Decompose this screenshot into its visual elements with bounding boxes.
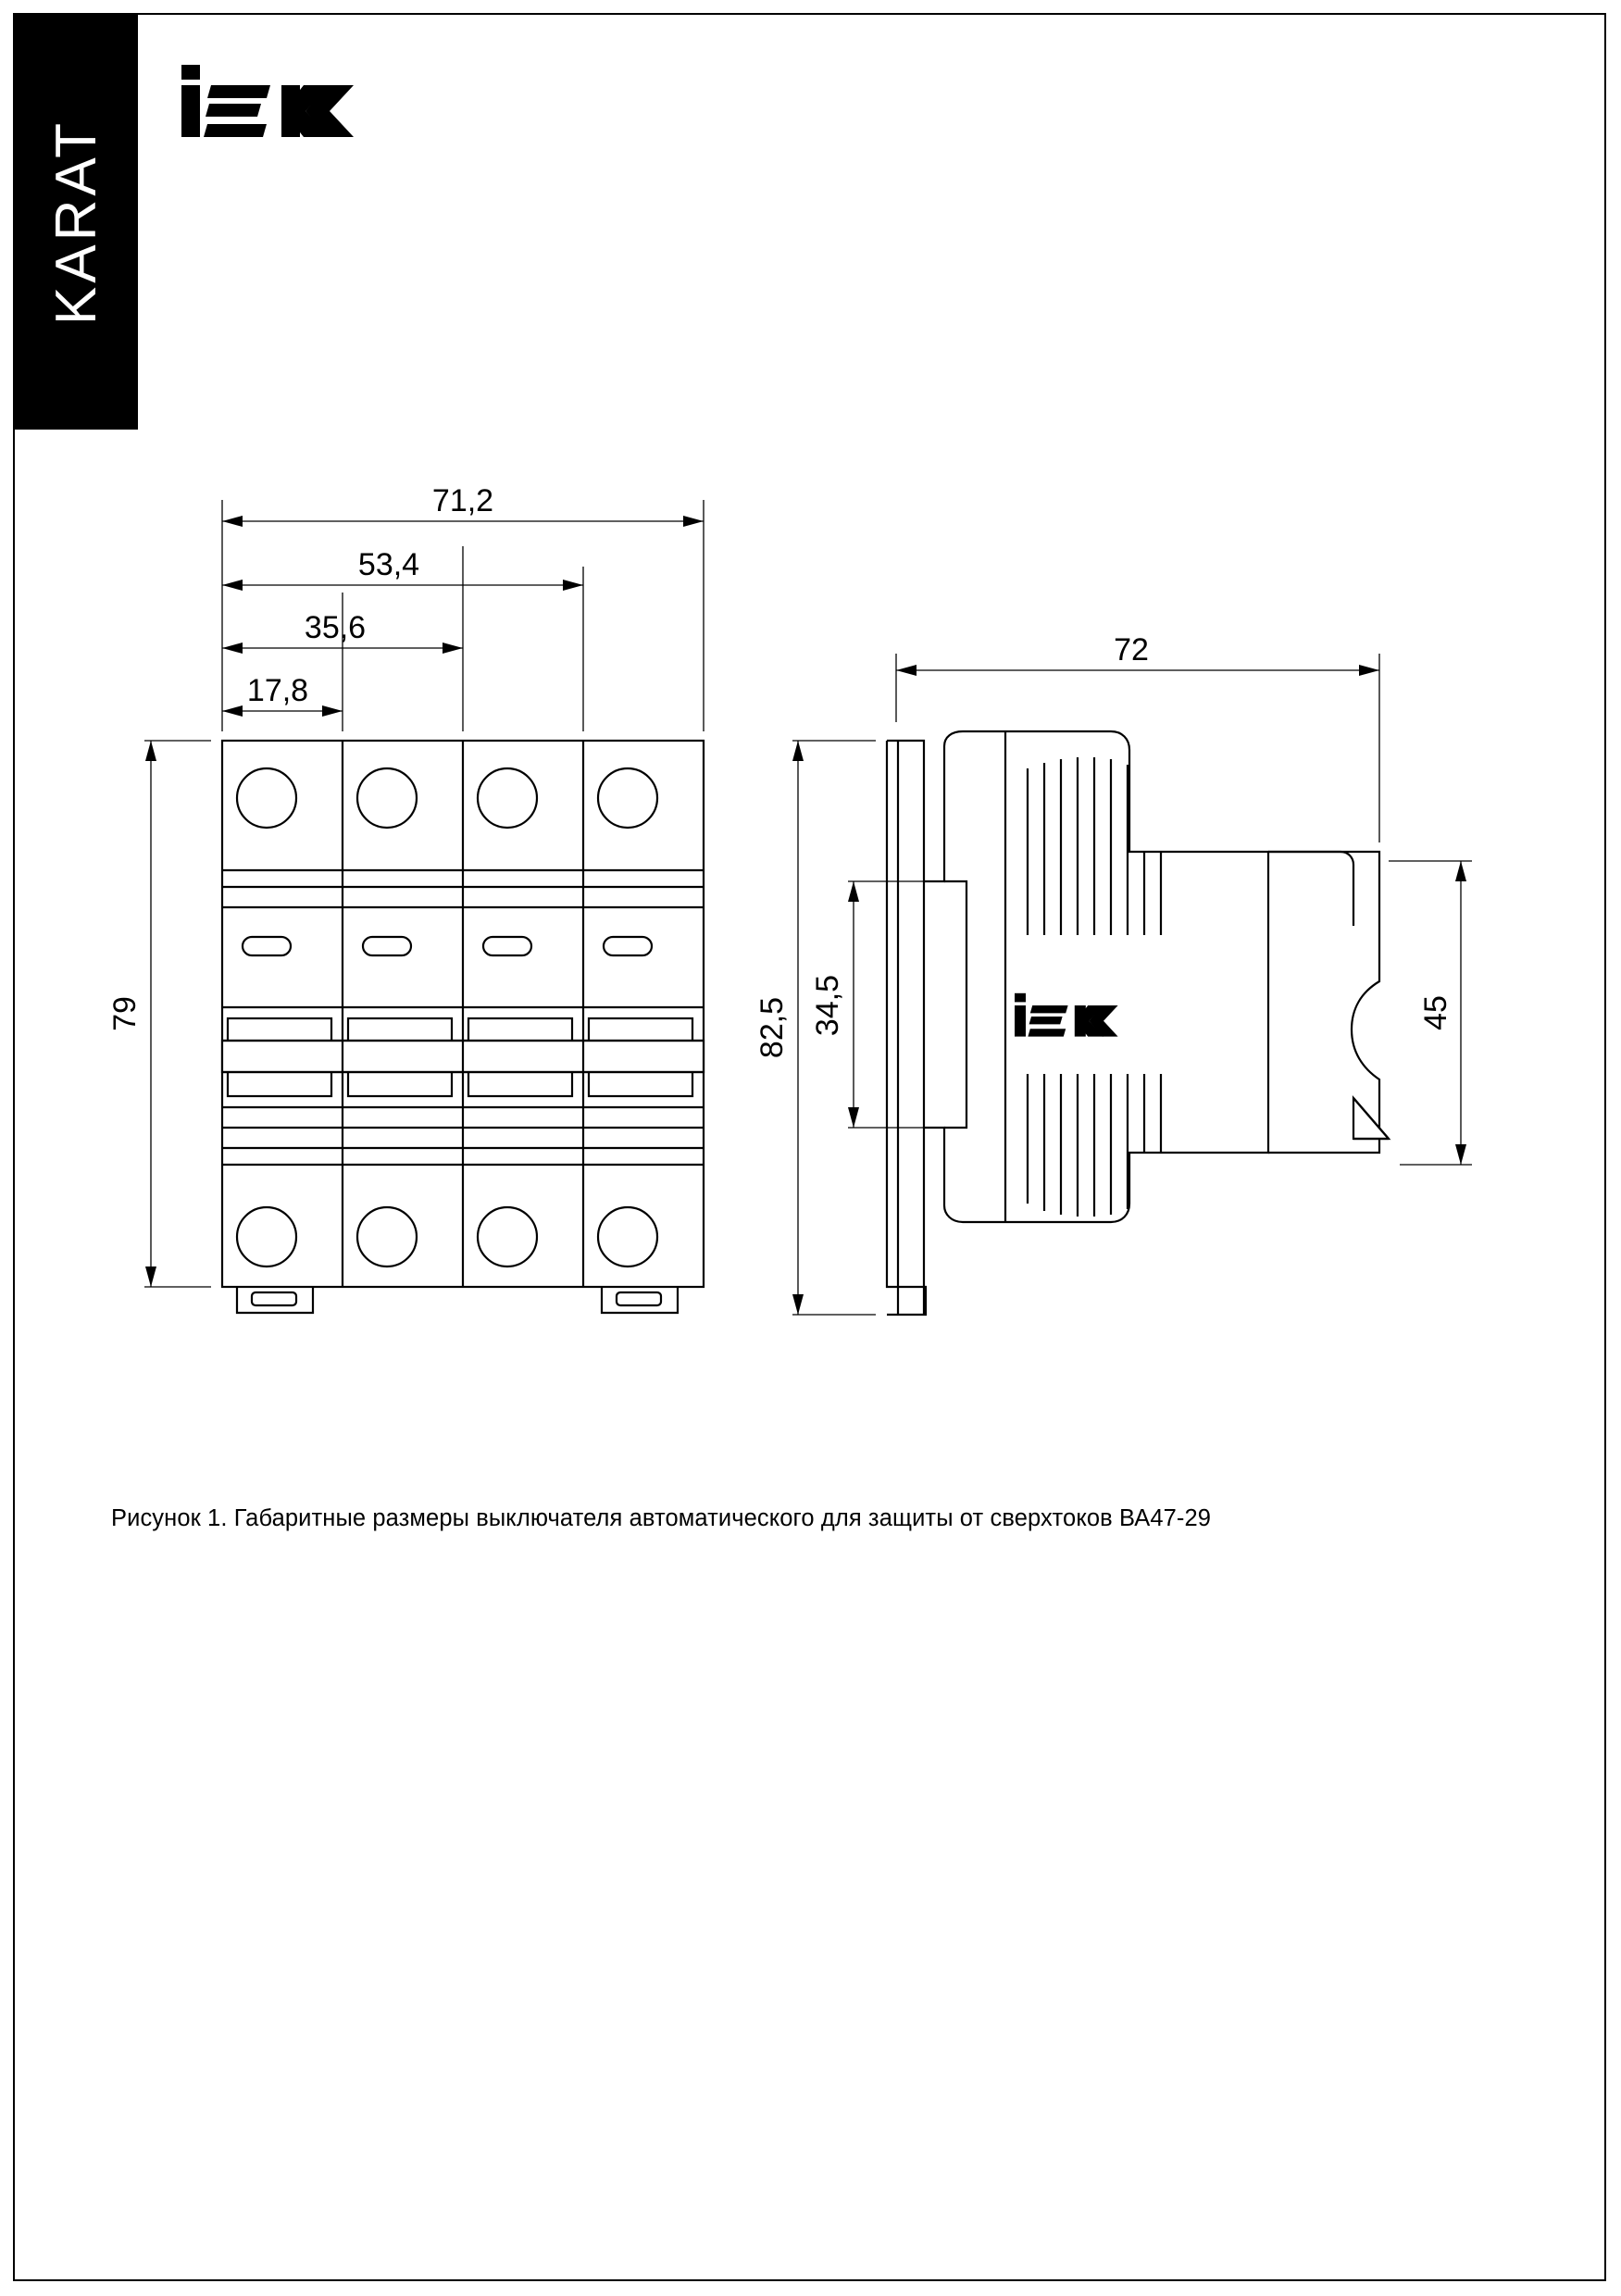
figure-caption: Рисунок 1. Габаритные размеры выключателя автоматического для защиты от сверхтоков ВА47-29 <box>111 1505 1212 1531</box>
dimension-label-height-front: 79 <box>107 996 143 1031</box>
dimension-label-depth-total: 72 <box>1114 632 1149 668</box>
dimension-label-width-1p: 17,8 <box>246 673 309 708</box>
dimension-label-din-offset: 34,5 <box>810 974 845 1037</box>
dimension-label-depth-front-part: 45 <box>1418 995 1453 1030</box>
dimension-label-width-3p: 53,4 <box>357 547 420 582</box>
brand-tab-label: KARAT <box>44 119 108 326</box>
side-view-iek-logo <box>1015 993 1118 1037</box>
dimension-label-width-2p: 35,6 <box>304 610 367 645</box>
dimension-label-height-side: 82,5 <box>754 996 790 1059</box>
dimension-label-width-total: 71,2 <box>431 483 494 518</box>
